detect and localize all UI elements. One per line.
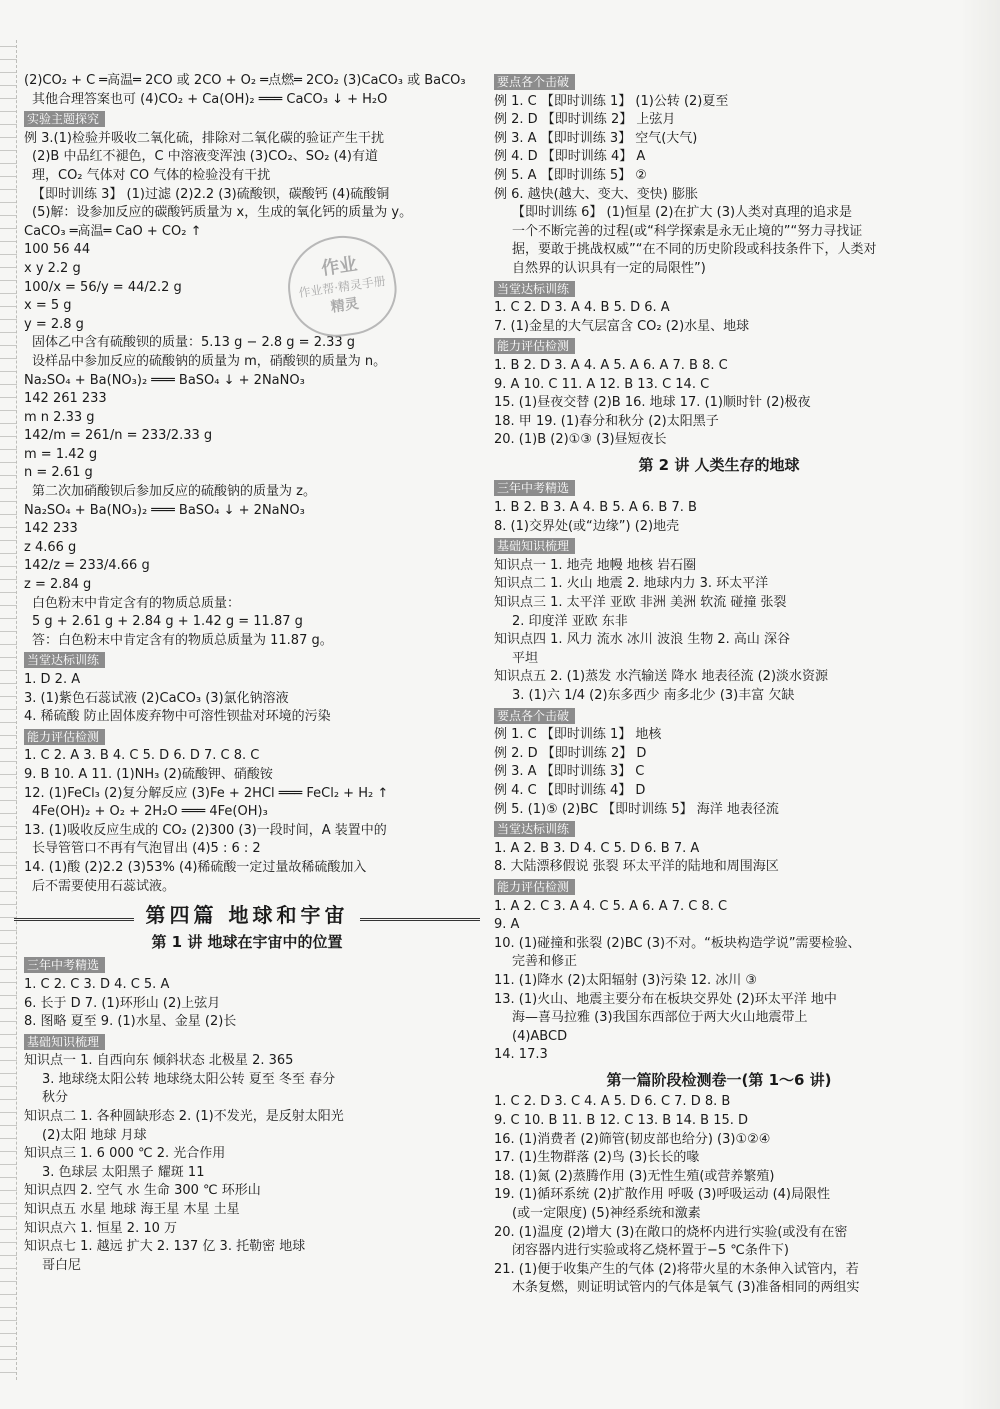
section-tag [494, 336, 944, 357]
section-tag [24, 650, 470, 671]
section-tag [24, 109, 470, 130]
answer-line: 8. 大陆漂移假说 张裂 环太平洋的陆地和周围海区 [494, 859, 779, 875]
section-tag-label: 实验主题探究 [24, 111, 105, 127]
section-tag-label: 能力评估检测 [494, 879, 575, 895]
answer-line: 1. A 2. C 3. A 4. C 5. A 6. A 7. C 8. C [494, 898, 728, 914]
answer-line: 知识点三 1. 太平洋 亚欧 非洲 美洲 软流 碰撞 张裂 [494, 595, 787, 611]
answer-line: 例 2. D 【即时训练 2】 D [494, 745, 647, 761]
answer-line: z = 2.84 g [24, 577, 92, 593]
answer-line: 固体乙中含有硫酸钡的质量：5.13 g − 2.8 g = 2.33 g [32, 335, 356, 351]
answer-line: 1. C 2. D 3. A 4. B 5. D 6. A [494, 300, 670, 316]
answer-line: 知识点七 1. 越远 扩大 2. 137 亿 3. 托勒密 地球 [24, 1239, 306, 1255]
answer-line: x y 2.2 g [24, 260, 81, 276]
answer-line: 例 4. D 【即时训练 4】 A [494, 149, 646, 165]
answer-line: 1. B 2. D 3. A 4. A 5. A 6. A 7. B 8. C [494, 357, 728, 373]
section-tag-label: 当堂达标训练 [494, 281, 575, 297]
answer-line: 第二次加硝酸钡后参加反应的硫酸钠的质量为 z。 [32, 484, 316, 500]
answer-line: 知识点一 1. 地壳 地幔 地核 岩石圈 [494, 557, 697, 573]
answer-line: 9. C 10. B 11. B 12. C 13. B 14. B 15. D [494, 1113, 749, 1129]
section-tag [494, 279, 944, 300]
answer-line: 设样品中参加反应的硫酸钠的质量为 m，硝酸钡的质量为 n。 [32, 353, 387, 369]
answer-line: x = 5 g [24, 298, 72, 314]
answer-line: 14. (1)酸 (2)2.2 (3)53% (4)稀硫酸一定过量故稀硫酸加入 [24, 859, 367, 875]
answer-line: 哥白尼 [42, 1257, 82, 1273]
answer-line: 例 6. 越快(越大、变大、变快) 膨胀 [494, 186, 698, 202]
answer-line: 例 3.(1)检验并吸收二氧化硫，排除对二氧化碳的验证产生干扰 [24, 130, 384, 146]
answer-line: 知识点五 2. (1)蒸发 水汽输送 降水 地表径流 (2)淡水资源 [494, 669, 829, 685]
answer-line: 3. 地球绕太阳公转 地球绕太阳公转 夏至 冬至 春分 [42, 1071, 336, 1087]
answer-line: 8. (1)交界处(或“边缘”) (2)地壳 [494, 518, 680, 534]
answer-line: 知识点二 1. 各种圆缺形态 2. (1)不发光，是反射太阳光 [24, 1109, 344, 1125]
answer-line: 16. (1)消费者 (2)筛管(韧皮部也给分) (3)①②④ [494, 1131, 771, 1147]
answer-line: 9. A [494, 917, 520, 933]
answer-line: 例 5. (1)⑤ (2)BC 【即时训练 5】 海洋 地表径流 [494, 801, 779, 817]
part-title: 第四篇 地球和宇宙 [24, 906, 470, 925]
watermark-line3: 精灵 [329, 295, 360, 316]
section-tag [494, 536, 944, 557]
answer-line: 13. (1)吸收反应生成的 CO₂ (2)300 (3)一段时间，A 装置中的 [24, 822, 387, 838]
lecture-title: 第一篇阶段检测卷一(第 1～6 讲) [606, 1070, 832, 1089]
answer-line: 理，CO₂ 气体对 CO 气体的检验没有干扰 [32, 167, 271, 183]
answer-line: 例 3. A 【即时训练 3】 空气(大气) [494, 130, 698, 146]
answer-line: 自然界的认识具有一定的局限性”) [512, 260, 706, 276]
left-column [24, 72, 470, 1275]
section-tag [494, 819, 944, 840]
lecture-title: 第 2 讲 人类生存的地球 [638, 455, 800, 474]
section-tag-label: 基础知识梳理 [24, 1034, 105, 1050]
section-tag [24, 1032, 470, 1053]
answer-line: Na₂SO₄ + Ba(NO₃)₂ ═══ BaSO₄ ↓ + 2NaNO₃ [24, 502, 305, 518]
answer-line: 据，要敢于挑战权威”“在不同的历史阶段或科技条件下，人类对 [512, 242, 877, 258]
answer-line: 142 261 233 [24, 391, 107, 407]
section-tag-label: 能力评估检测 [494, 338, 575, 354]
section-tag [494, 877, 944, 898]
answer-line: 1. B 2. B 3. A 4. B 5. A 6. B 7. B [494, 500, 697, 516]
answer-line: (或一定限度) (5)神经系统和激素 [512, 1206, 701, 1222]
answer-line: 142 233 [24, 521, 78, 537]
answer-line: (4)ABCD [512, 1028, 568, 1044]
answer-line: 100 56 44 [24, 242, 91, 258]
answer-line: 例 5. A 【即时训练 5】 ② [494, 167, 647, 183]
answer-line: y = 2.8 g [24, 316, 84, 332]
section-tag-label: 三年中考精选 [494, 480, 575, 496]
answer-line: 9. B 10. A 11. (1)NH₃ (2)硫酸钾、硝酸铵 [24, 766, 273, 782]
lecture-title: 第 1 讲 地球在宇宙中的位置 [151, 932, 343, 951]
answer-line: 1. C 2. D 3. C 4. A 5. D 6. C 7. D 8. B [494, 1094, 731, 1110]
page-edge-shadow [960, 0, 1000, 1409]
answer-line: 6. 长于 D 7. (1)环形山 (2)上弦月 [24, 995, 221, 1011]
answer-line: (2)CO₂ + C ═高温═ 2CO 或 2CO + O₂ ═点燃═ 2CO₂ (3)CaCO₃ 或 BaCO₃ [24, 73, 466, 88]
answer-line: 4. 稀硫酸 防止固体废弃物中可溶性钡盐对环境的污染 [24, 709, 331, 725]
answer-line: 9. A 10. C 11. A 12. B 13. C 14. C [494, 376, 710, 392]
answer-line: 知识点四 1. 风力 流水 冰川 波浪 生物 2. 高山 深谷 [494, 632, 790, 648]
watermark-line2: 作业帮·精灵手册 [297, 273, 387, 301]
answer-line: 后不需要使用石蕊试液。 [32, 878, 176, 894]
answer-line: 8. 图略 夏至 9. (1)水星、金星 (2)长 [24, 1014, 237, 1030]
answer-line: 一个不断完善的过程(或“科学探索是永无止境的”“努力寻找证 [512, 223, 863, 239]
answer-line: 3. (1)六 1/4 (2)东多西少 南多北少 (3)丰富 欠缺 [512, 688, 795, 703]
answer-line: m n 2.33 g [24, 409, 95, 425]
answer-line: 【即时训练 6】 (1)恒星 (2)在扩大 (3)人类对真理的追求是 [512, 205, 853, 221]
answer-line: 1. A 2. B 3. D 4. C 5. D 6. B 7. A [494, 840, 700, 856]
answer-line: 11. (1)降水 (2)太阳辐射 (3)污染 12. 冰川 ③ [494, 972, 758, 988]
section-tag [494, 706, 944, 727]
answer-line: 20. (1)B (2)①③ (3)昼短夜长 [494, 432, 667, 448]
answer-line: 7. (1)金星的大气层富含 CO₂ (2)水星、地球 [494, 318, 750, 334]
answer-line: 12. (1)FeCl₃ (2)复分解反应 (3)Fe + 2HCl ═══ FeCl₂ + H₂ ↑ [24, 785, 389, 801]
answer-line: 4Fe(OH)₂ + O₂ + 2H₂O ═══ 4Fe(OH)₃ [32, 804, 268, 820]
answer-line: 15. (1)昼夜交替 (2)B 16. 地球 17. (1)顺时针 (2)极夜 [494, 395, 811, 411]
answer-line: 其他合理答案也可 (4)CO₂ + Ca(OH)₂ ═══ CaCO₃ ↓ + H₂O [32, 91, 388, 107]
answer-line: z 4.66 g [24, 539, 77, 555]
answer-line: 答：白色粉末中肯定含有的物质总质量为 11.87 g。 [32, 632, 333, 648]
right-column [494, 72, 944, 1298]
answer-line: 知识点四 2. 空气 水 生命 300 ℃ 环形山 [24, 1183, 261, 1199]
section-tag-label: 当堂达标训练 [24, 652, 105, 668]
section-tag-label: 要点各个击破 [494, 74, 575, 90]
answer-line: CaCO₃ ═高温═ CaO + CO₂ ↑ [24, 223, 202, 239]
answer-line: 1. D 2. A [24, 672, 81, 687]
section-tag-label: 能力评估检测 [24, 729, 105, 745]
answer-line: 3. 色球层 太阳黑子 耀斑 11 [42, 1164, 205, 1180]
answer-line: (5)解：设参加反应的碳酸钙质量为 x，生成的氧化钙的质量为 y。 [32, 205, 413, 221]
answer-line: 长导管管口不再有气泡冒出 (4)5 : 6 : 2 [32, 841, 261, 857]
answer-line: 例 3. A 【即时训练 3】 C [494, 764, 645, 780]
answer-line: 142/m = 261/n = 233/2.33 g [24, 428, 213, 444]
answer-line: 知识点三 1. 6 000 ℃ 2. 光合作用 [24, 1146, 226, 1162]
answer-line: 例 2. D 【即时训练 2】 上弦月 [494, 112, 676, 128]
answer-line: 白色粉末中肯定含有的物质总质量： [32, 595, 241, 611]
answer-line: 例 4. C 【即时训练 4】 D [494, 782, 646, 798]
answer-line: 1. C 2. C 3. D 4. C 5. A [24, 976, 170, 992]
answer-line: 2. 印度洋 亚欧 东非 [512, 613, 628, 629]
answer-line: 142/z = 233/4.66 g [24, 558, 150, 574]
section-tag-label: 基础知识梳理 [494, 538, 575, 554]
answer-line: 闭容器内进行实验或将乙烧杯置于−5 ℃条件下) [512, 1243, 789, 1259]
answer-line: 21. (1)便于收集产生的气体 (2)将带火星的木条伸入试管内，若 [494, 1261, 859, 1277]
answer-line: 秋分 [42, 1090, 69, 1106]
answer-line: 例 1. C 【即时训练 1】 地核 [494, 727, 662, 743]
answer-line: (2)B 中品红不褪色，C 中溶液变浑浊 (3)CO₂、SO₂ (4)有道 [32, 149, 378, 165]
answer-line: 1. C 2. A 3. B 4. C 5. D 6. D 7. C 8. C [24, 748, 260, 764]
answer-line: (2)太阳 地球 月球 [42, 1127, 147, 1143]
answer-line: m = 1.42 g [24, 446, 98, 462]
section-tag-label: 当堂达标训练 [494, 821, 575, 837]
answer-line: 5 g + 2.61 g + 2.84 g + 1.42 g = 11.87 g [32, 614, 303, 630]
answer-line: 14. 17.3 [494, 1047, 548, 1063]
watermark-line1: 作业 [319, 253, 359, 280]
answer-line: Na₂SO₄ + Ba(NO₃)₂ ═══ BaSO₄ ↓ + 2NaNO₃ [24, 372, 305, 388]
answer-line: 木条复燃，则证明试管内的气体是氧气 (3)准备相同的两组实 [512, 1280, 860, 1296]
answer-line: 海—喜马拉雅 (3)我国东西部位于两大火山地震带上 [512, 1010, 808, 1026]
answer-line: 知识点六 1. 恒星 2. 10 万 [24, 1220, 178, 1236]
section-tag [494, 72, 944, 93]
answer-line: 平坦 [512, 650, 539, 666]
section-tag-label: 三年中考精选 [24, 957, 105, 973]
answer-line: 知识点一 1. 自西向东 倾斜状态 北极星 2. 365 [24, 1053, 294, 1069]
answer-line: 知识点五 水星 地球 海王星 木星 土星 [24, 1202, 240, 1218]
answer-line: 10. (1)碰撞和张裂 (2)BC (3)不对。“板块构造学说”需要检验、 [494, 935, 861, 951]
section-tag [24, 727, 470, 748]
answer-line: 18. (1)氮 (2)蒸腾作用 (3)无性生殖(或营养繁殖) [494, 1168, 775, 1184]
answer-line: 13. (1)火山、地震主要分布在板块交界处 (2)环太平洋 地中 [494, 991, 837, 1007]
answer-line: 例 1. C 【即时训练 1】 (1)公转 (2)夏至 [494, 93, 729, 109]
answer-line: 3. (1)紫色石蕊试液 (2)CaCO₃ (3)氯化钠溶液 [24, 690, 289, 706]
section-tag [494, 478, 944, 499]
answer-line: 19. (1)循环系统 (2)扩散作用 呼吸 (3)呼吸运动 (4)局限性 [494, 1187, 830, 1203]
answer-line: 完善和修正 [512, 954, 578, 970]
answer-line: n = 2.61 g [24, 465, 93, 481]
answer-line: 知识点二 1. 火山 地震 2. 地球内力 3. 环太平洋 [494, 576, 769, 592]
answer-line: 100/x = 56/y = 44/2.2 g [24, 279, 182, 295]
section-tag-label: 要点各个击破 [494, 708, 575, 724]
answer-line: 20. (1)温度 (2)增大 (3)在敞口的烧杯内进行实验(或没有在密 [494, 1224, 848, 1240]
answer-line: 【即时训练 3】 (1)过滤 (2)2.2 (3)硫酸钡，碳酸钙 (4)硫酸铜 [32, 186, 390, 202]
binding-edge [0, 40, 17, 1380]
answer-line: 18. 甲 19. (1)春分和秋分 (2)太阳黑子 [494, 413, 719, 429]
section-tag [24, 955, 470, 976]
answer-line: 17. (1)生物群落 (2)鸟 (3)长长的喙 [494, 1150, 700, 1166]
